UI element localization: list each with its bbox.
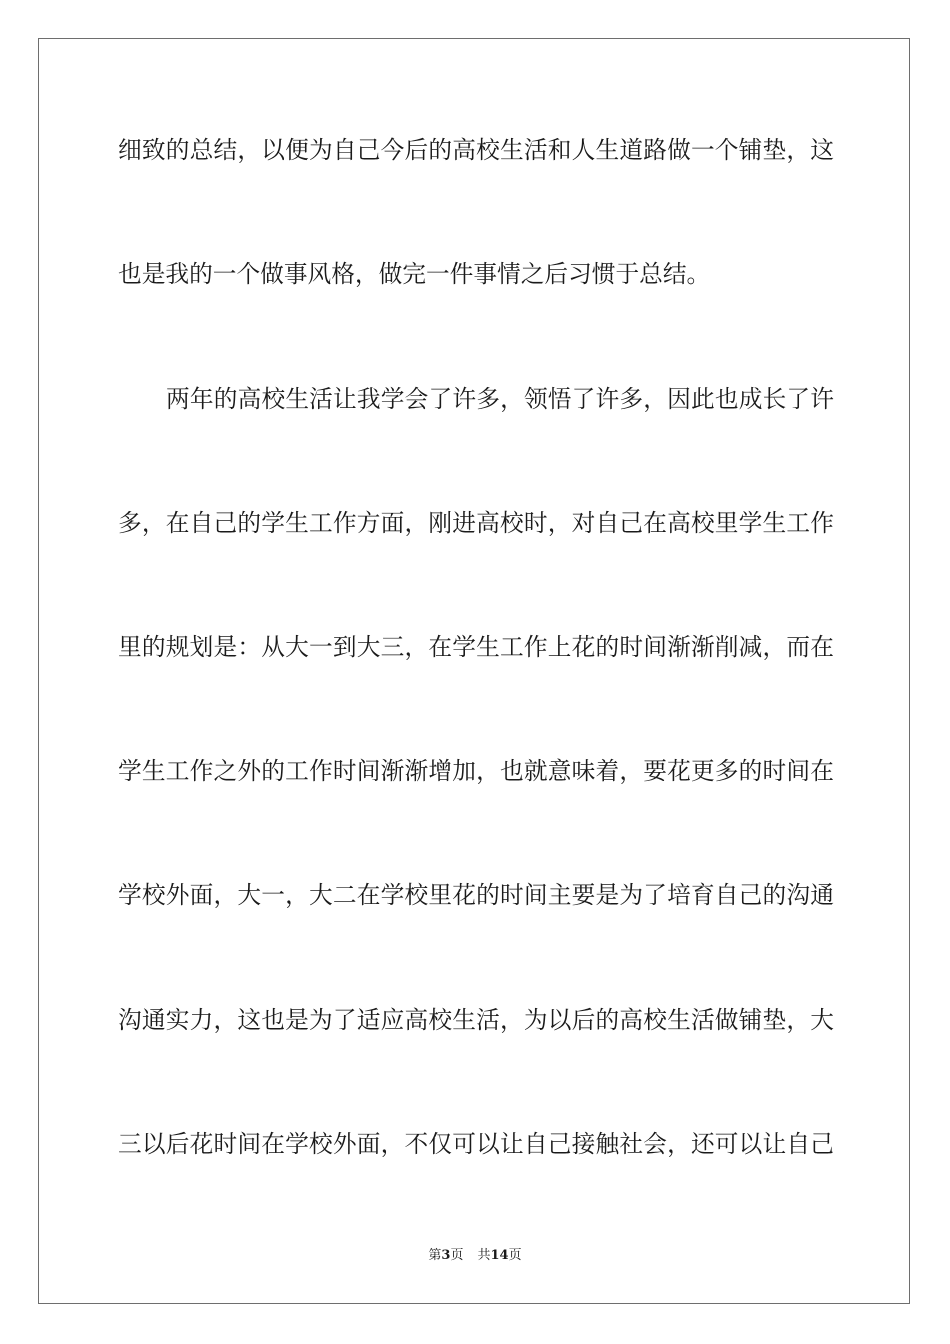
body-text-line-8: 沟通实力，这也是为了适应高校生活，为以后的高校生活做铺垫，大 — [118, 1006, 834, 1034]
total-prefix: 共 — [477, 1248, 491, 1263]
total-suffix: 页 — [508, 1248, 522, 1263]
body-text-line-2: 也是我的一个做事风格，做完一件事情之后习惯于总结。 — [118, 260, 711, 288]
page-number: 3 — [441, 1248, 451, 1263]
page-prefix: 第 — [428, 1248, 442, 1263]
body-text-line-5: 里的规划是：从大一到大三，在学生工作上花的时间渐渐削减，而在 — [118, 633, 834, 661]
total-pages: 14 — [490, 1248, 509, 1263]
page-border — [38, 38, 910, 1304]
page-suffix: 页 — [450, 1248, 464, 1263]
body-text-line-4: 多，在自己的学生工作方面，刚进高校时，对自己在高校里学生工作 — [118, 509, 834, 537]
body-text-line-1: 细致的总结，以便为自己今后的高校生活和人生道路做一个铺垫，这 — [118, 136, 834, 164]
page-footer — [0, 1246, 950, 1266]
body-text-line-7: 学校外面，大一，大二在学校里花的时间主要是为了培育自己的沟通 — [118, 881, 834, 909]
body-text-line-3: 两年的高校生活让我学会了许多，领悟了许多，因此也成长了许 — [166, 385, 834, 413]
body-text-line-6: 学生工作之外的工作时间渐渐增加，也就意味着，要花更多的时间在 — [118, 757, 834, 785]
body-text-line-9: 三以后花时间在学校外面，不仅可以让自己接触社会，还可以让自己 — [118, 1130, 834, 1158]
